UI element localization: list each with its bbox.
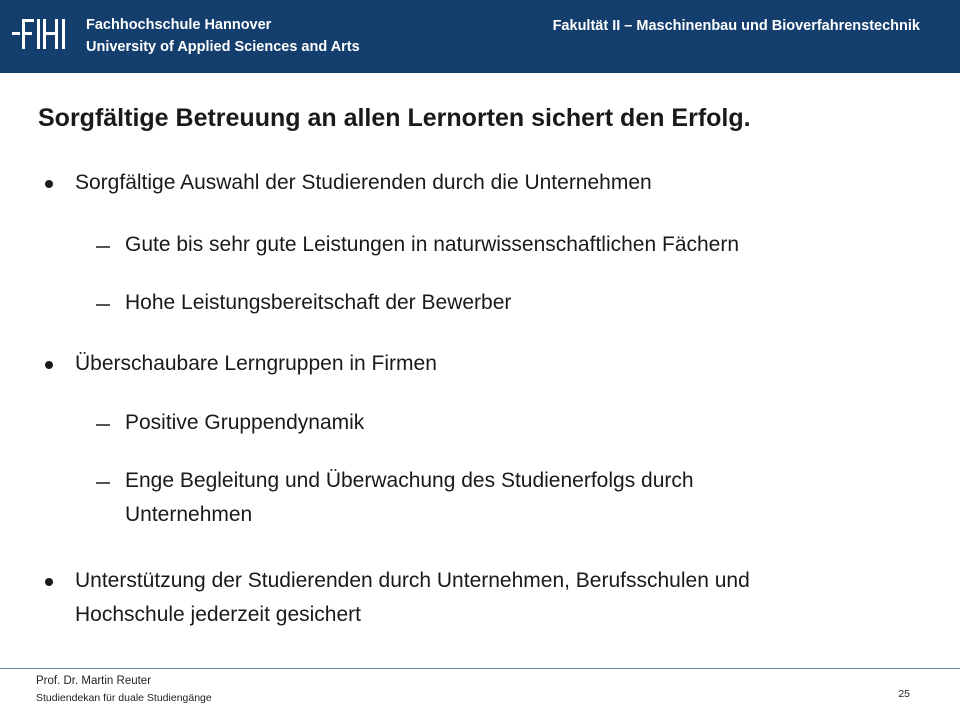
dash-icon [96, 424, 110, 426]
footer-author: Prof. Dr. Martin Reuter [36, 675, 152, 687]
bullet-item-text: Sorgfältige Auswahl der Studierenden durch die Unternehmen [75, 171, 652, 194]
bullet-icon [45, 361, 53, 369]
bullet-item-text: Unterstützung der Studierenden durch Unternehmen, Berufsschulen und [75, 569, 750, 592]
sub-item-text: Gute bis sehr gute Leistungen in naturwissenschaftlichen Fächern [125, 233, 740, 256]
footer-role: Studiendekan für duale Studiengänge [36, 692, 212, 704]
bullet-icon [45, 578, 53, 586]
bullet-icon [45, 180, 53, 188]
sub-item-text: Hohe Leistungsbereitschaft der Bewerber [125, 291, 512, 314]
faculty-name: Fakultät II – Maschinenbau und Bioverfahrenstechnik [552, 18, 920, 34]
institution-line2: University of Applied Sciences and Arts [86, 39, 360, 55]
dash-icon [96, 246, 110, 248]
bullet-item-text: Überschaubare Lerngruppen in Firmen [75, 352, 437, 375]
sub-item-text: Enge Begleitung und Überwachung des Studienerfolgs durch [125, 469, 694, 492]
sub-item-text: Positive Gruppendynamik [125, 411, 365, 434]
bullet-item-text: Hochschule jederzeit gesichert [75, 603, 361, 626]
page-number: 25 [898, 688, 910, 700]
fh-logo-icon [12, 13, 72, 55]
slide-title: Sorgfältige Betreuung an allen Lernorten sichert den Erfolg. [38, 104, 751, 132]
header-bar [0, 0, 960, 73]
sub-item-text: Unternehmen [125, 503, 253, 526]
footer-divider [0, 668, 960, 669]
dash-icon [96, 482, 110, 484]
institution-name [86, 14, 360, 58]
dash-icon [96, 304, 110, 306]
institution-line1: Fachhochschule Hannover [86, 17, 272, 33]
